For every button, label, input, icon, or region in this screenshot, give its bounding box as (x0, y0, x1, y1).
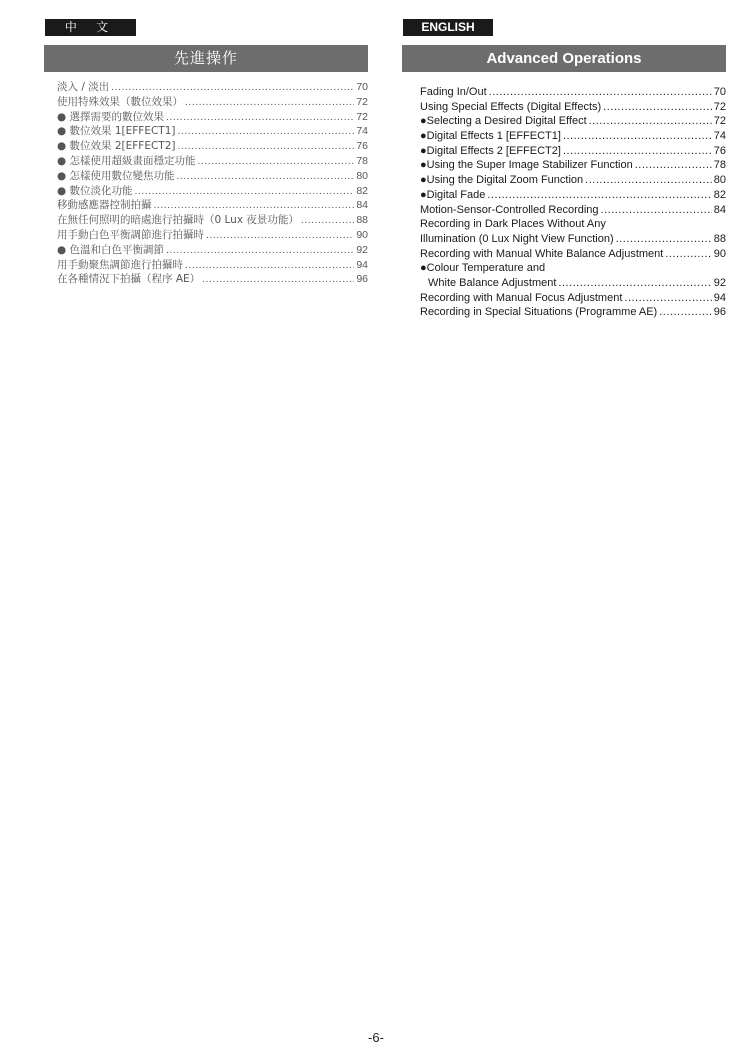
toc-dot-leader (563, 129, 712, 144)
chinese-section-title: 先進操作 (44, 45, 368, 72)
toc-entry-title: Recording in Special Situations (Programme AE) (420, 306, 658, 319)
toc-entry-title: Motion-Sensor-Controlled Recording (420, 203, 599, 216)
toc-entry-title: Recording with Manual Focus Adjustment (420, 291, 623, 304)
toc-entry[interactable] (57, 243, 368, 258)
chinese-table-of-contents (57, 80, 368, 287)
toc-entry[interactable] (420, 291, 726, 306)
toc-entry-line[interactable] (420, 217, 726, 232)
toc-entry-title: 在無任何照明的暗處進行拍攝時（0 Lux 夜景功能） (57, 214, 299, 227)
toc-dot-leader (202, 272, 354, 287)
toc-entry[interactable] (57, 169, 368, 184)
toc-entry[interactable] (420, 158, 726, 173)
toc-dot-leader (177, 169, 355, 184)
toc-dot-leader (301, 213, 354, 228)
toc-entry-page: 72 (713, 115, 726, 128)
toc-entry[interactable] (57, 80, 368, 95)
toc-entry-page: 96 (713, 306, 726, 319)
toc-entry[interactable] (57, 110, 368, 125)
english-language-tag: ENGLISH (403, 19, 493, 36)
toc-entry[interactable] (57, 139, 368, 154)
toc-entry-page: 94 (713, 291, 726, 304)
toc-dot-leader (166, 243, 354, 258)
toc-entry-page: 90 (713, 247, 726, 260)
toc-entry-page: 82 (356, 184, 368, 197)
toc-entry-title: ●Digital Effects 1 [EFFECT1] (420, 130, 561, 143)
toc-entry[interactable] (420, 203, 726, 218)
toc-entry-title: 移動感應器控制拍攝 (57, 199, 152, 212)
toc-entry-title: 用手動白色平衡調節進行拍攝時 (57, 228, 204, 241)
toc-entry-title: White Balance Adjustment (428, 276, 557, 289)
toc-entry-title: ● 色溫和白色平衡調節 (57, 243, 164, 256)
toc-entry-page: 84 (713, 203, 726, 216)
toc-dot-leader (616, 232, 712, 247)
toc-entry[interactable] (420, 100, 726, 115)
toc-dot-leader (135, 184, 355, 199)
toc-entry[interactable] (57, 198, 368, 213)
toc-entry[interactable] (420, 247, 726, 262)
toc-entry-page: 88 (713, 232, 726, 245)
toc-entry-title: ●Colour Temperature and (420, 262, 546, 275)
toc-entry-title: ●Selecting a Desired Digital Effect (420, 115, 587, 128)
toc-entry-title: ● 數位淡化功能 (57, 184, 133, 197)
toc-entry[interactable] (57, 272, 368, 287)
toc-dot-leader (185, 258, 354, 273)
toc-entry-page: 78 (356, 154, 368, 167)
toc-dot-leader (177, 139, 354, 154)
toc-dot-leader (589, 114, 712, 129)
toc-entry[interactable] (57, 184, 368, 199)
toc-entry[interactable] (420, 129, 726, 144)
toc-entry-page: 70 (356, 81, 368, 93)
english-section-title: Advanced Operations (402, 45, 726, 72)
toc-entry-page: 88 (356, 214, 368, 227)
toc-dot-leader (635, 158, 712, 173)
toc-entry-title: 使用特殊效果（數位效果） (57, 95, 183, 108)
toc-dot-leader (487, 188, 711, 203)
toc-entry[interactable] (57, 258, 368, 273)
toc-entry-title: ● 數位效果 1[EFFECT1] (57, 125, 176, 138)
toc-entry-title: ● 數位效果 2[EFFECT2] (57, 140, 176, 153)
toc-entry-title: ● 選擇需要的數位效果 (57, 110, 164, 123)
toc-entry-page: 80 (713, 174, 726, 187)
toc-dot-leader (489, 85, 712, 100)
toc-dot-leader (154, 198, 355, 213)
page-number: -6- (368, 1030, 384, 1045)
toc-entry-page: 96 (356, 273, 368, 286)
toc-entry-page: 92 (713, 276, 726, 289)
toc-entry[interactable] (57, 95, 368, 110)
toc-dot-leader (111, 80, 354, 95)
toc-entry-title: ●Using the Digital Zoom Function (420, 174, 584, 187)
toc-dot-leader (206, 228, 354, 243)
toc-dot-leader (198, 154, 355, 169)
toc-entry[interactable] (420, 188, 726, 203)
toc-dot-leader (558, 276, 711, 291)
toc-entry[interactable] (420, 114, 726, 129)
toc-entry-title: Recording in Dark Places Without Any (420, 218, 606, 231)
toc-entry[interactable] (420, 232, 726, 247)
toc-entry-line[interactable] (420, 261, 726, 276)
toc-dot-leader (177, 124, 354, 139)
english-table-of-contents (420, 85, 726, 320)
toc-dot-leader (585, 173, 712, 188)
toc-entry-title: Illumination (0 Lux Night View Function) (420, 232, 614, 245)
toc-entry-page: 72 (356, 95, 368, 108)
toc-entry[interactable] (57, 154, 368, 169)
toc-entry-page: 94 (356, 258, 368, 271)
toc-dot-leader (601, 203, 712, 218)
toc-entry[interactable] (420, 173, 726, 188)
toc-entry[interactable] (420, 85, 726, 100)
toc-entry-page: 90 (356, 228, 368, 241)
toc-entry-page: 74 (713, 130, 726, 143)
toc-entry-title: ● 怎樣使用數位變焦功能 (57, 169, 175, 182)
toc-entry-page: 84 (356, 199, 368, 212)
toc-entry-title: Fading In/Out (420, 86, 487, 98)
toc-entry-title: Using Special Effects (Digital Effects) (420, 100, 602, 113)
toc-entry-page: 92 (356, 243, 368, 256)
toc-entry-title: 在各種情況下拍攝（程序 AE） (57, 273, 201, 286)
toc-entry[interactable] (57, 228, 368, 243)
toc-entry-page: 76 (713, 144, 726, 157)
toc-dot-leader (603, 100, 712, 115)
toc-dot-leader (659, 305, 712, 320)
toc-entry-title: Recording with Manual White Balance Adjustment (420, 247, 664, 260)
toc-entry[interactable] (420, 276, 726, 291)
toc-dot-leader (185, 95, 354, 110)
toc-entry[interactable] (420, 305, 726, 320)
toc-entry-title: 淡入 / 淡出 (57, 81, 110, 93)
toc-entry[interactable] (57, 124, 368, 139)
toc-entry-page: 70 (713, 86, 726, 98)
toc-entry-title: ●Digital Effects 2 [EFFECT2] (420, 144, 561, 157)
toc-entry[interactable] (420, 144, 726, 159)
toc-entry-page: 72 (713, 100, 726, 113)
toc-entry-page: 76 (356, 140, 368, 153)
toc-entry-title: ●Digital Fade (420, 188, 486, 201)
toc-entry[interactable] (57, 213, 368, 228)
toc-entry-title: ●Using the Super Image Stabilizer Function (420, 159, 633, 172)
chinese-language-tag: 中 文 (45, 19, 136, 36)
toc-entry-page: 72 (356, 110, 368, 123)
toc-entry-title: 用手動聚焦調節進行拍攝時 (57, 258, 183, 271)
toc-dot-leader (665, 247, 711, 262)
toc-dot-leader (624, 291, 711, 306)
toc-entry-page: 80 (356, 169, 368, 182)
toc-entry-page: 78 (713, 159, 726, 172)
toc-entry-page: 82 (713, 188, 726, 201)
toc-dot-leader (166, 110, 354, 125)
toc-entry-page: 74 (356, 125, 368, 138)
toc-entry-title: ● 怎樣使用超級畫面穩定功能 (57, 154, 196, 167)
toc-dot-leader (563, 144, 712, 159)
